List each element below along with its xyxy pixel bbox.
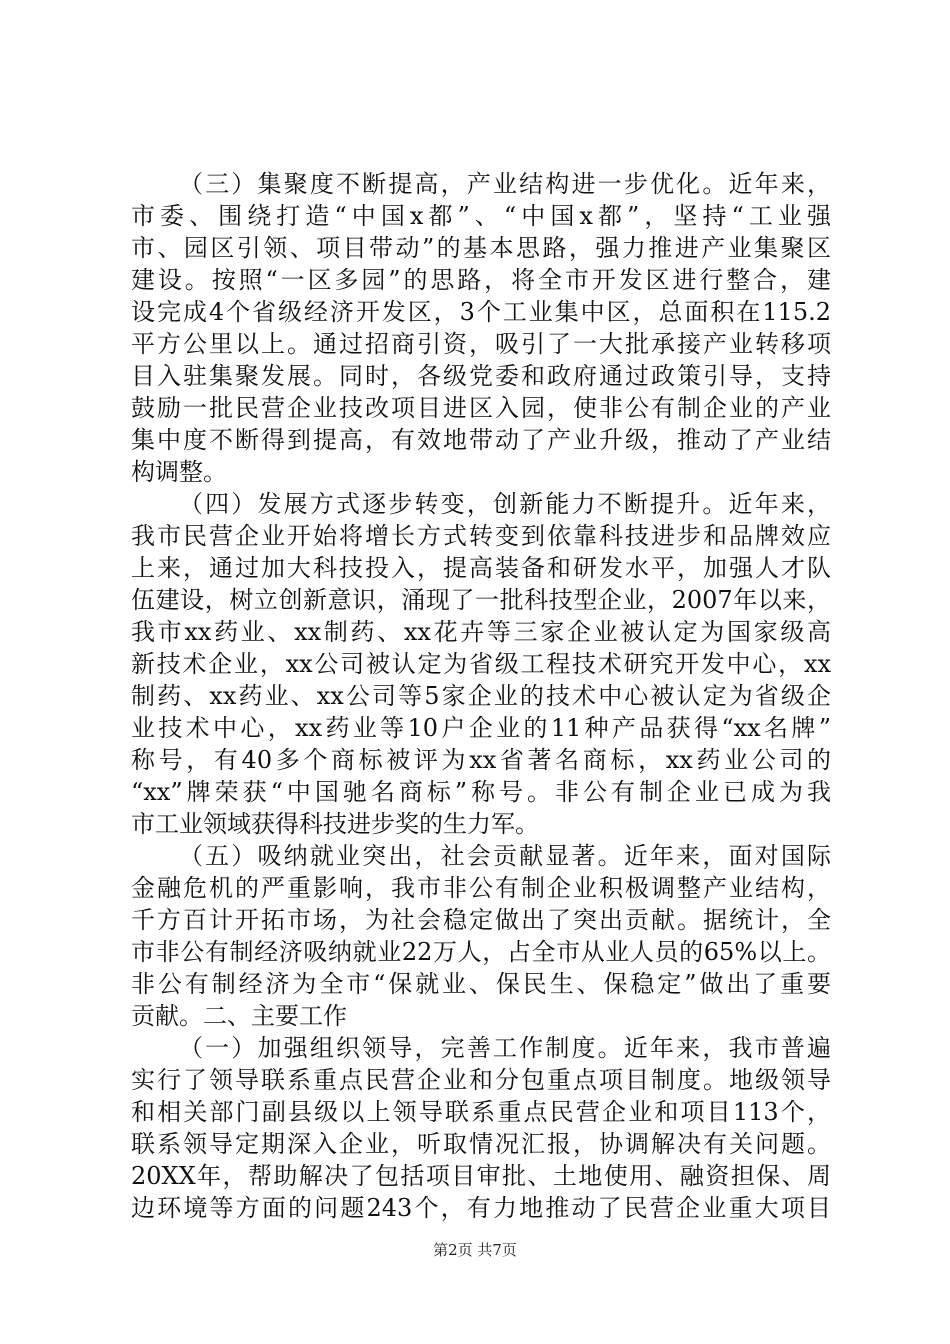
paragraph-6-line-1: （一）加强组织领导，完善工作制度。近年来，我市普遍 bbox=[179, 1034, 831, 1062]
paragraph-4-line-11: 市工业领域获得科技进步奖的生力军。 bbox=[131, 810, 539, 838]
paragraph-3-line-9: 集中度不断得到提高，有效地带动了产业升级，推动了产业结 bbox=[131, 426, 831, 454]
paragraph-5-line-2: 金融危机的严重影响，我市非公有制企业积极调整产业结构， bbox=[131, 874, 831, 902]
page-number-footer: 第2页 共7页 bbox=[433, 1241, 517, 1259]
paragraph-3-line-7: 目入驻集聚发展。同时，各级党委和政府通过政策引导，支持 bbox=[131, 362, 831, 390]
paragraph-4-line-3: 上来，通过加大科技投入，提高装备和研发水平，加强人才队 bbox=[131, 554, 831, 582]
paragraph-4-line-9: 称号，有40多个商标被评为xx省著名商标，xx药业公司的 bbox=[131, 746, 831, 774]
paragraph-4-line-10: “xx”牌荣获“中国驰名商标”称号。非公有制企业已成为我 bbox=[131, 778, 831, 806]
paragraph-4-line-2: 我市民营企业开始将增长方式转变到依靠科技进步和品牌效应 bbox=[131, 522, 831, 550]
document-body bbox=[131, 168, 831, 1224]
paragraph-4-line-8: 业技术中心，xx药业等10户企业的11种产品获得“xx名牌” bbox=[131, 714, 831, 742]
paragraph-3-line-1: （三）集聚度不断提高，产业结构进一步优化。近年来， bbox=[179, 170, 831, 198]
paragraph-4-line-5: 我市xx药业、xx制药、xx花卉等三家企业被认定为国家级高 bbox=[131, 618, 831, 646]
paragraph-3-line-2: 市委、围绕打造“中国x都”、“中国x都”，坚持“工业强 bbox=[131, 202, 831, 230]
paragraph-6-line-3: 和相关部门副县级以上领导联系重点民营企业和项目113个， bbox=[131, 1098, 831, 1126]
paragraph-5-line-3: 千方百计开拓市场，为社会稳定做出了突出贡献。据统计，全 bbox=[131, 906, 831, 934]
paragraph-6-line-2: 实行了领导联系重点民营企业和分包重点项目制度。地级领导 bbox=[131, 1066, 831, 1094]
paragraph-5-line-1: （五）吸纳就业突出，社会贡献显著。近年来，面对国际 bbox=[179, 842, 831, 870]
paragraph-4-line-7: 制药、xx药业、xx公司等5家企业的技术中心被认定为省级企 bbox=[131, 682, 831, 710]
paragraph-5-line-6: 贡献。二、主要工作 bbox=[131, 1002, 347, 1030]
paragraph-3-line-4: 建设。按照“一区多园”的思路，将全市开发区进行整合，建 bbox=[131, 266, 831, 294]
paragraph-3-line-5: 设完成4个省级经济开发区，3个工业集中区，总面积在115.2 bbox=[131, 298, 831, 326]
paragraph-3-line-3: 市、园区引领、项目带动”的基本思路，强力推进产业集聚区 bbox=[131, 234, 831, 262]
paragraph-5-line-4: 市非公有制经济吸纳就业22万人，占全市从业人员的65%以上。 bbox=[131, 938, 831, 966]
paragraph-3-line-6: 平方公里以上。通过招商引资，吸引了一大批承接产业转移项 bbox=[131, 330, 831, 358]
paragraph-5-line-5: 非公有制经济为全市“保就业、保民生、保稳定”做出了重要 bbox=[131, 970, 831, 998]
paragraph-3-line-8: 鼓励一批民营企业技改项目进区入园，使非公有制企业的产业 bbox=[131, 394, 831, 422]
paragraph-6-line-5: 20XX年，帮助解决了包括项目审批、土地使用、融资担保、周 bbox=[131, 1162, 831, 1190]
paragraph-6-line-4: 联系领导定期深入企业，听取情况汇报，协调解决有关问题。 bbox=[131, 1130, 831, 1158]
paragraph-4-line-6: 新技术企业，xx公司被认定为省级工程技术研究开发中心，xx bbox=[131, 650, 831, 678]
paragraph-4-line-1: （四）发展方式逐步转变，创新能力不断提升。近年来， bbox=[179, 490, 831, 518]
paragraph-3-line-10: 构调整。 bbox=[131, 458, 227, 486]
paragraph-6-line-6: 边环境等方面的问题243个，有力地推动了民营企业重大项目 bbox=[131, 1194, 831, 1222]
paragraph-4-line-4: 伍建设，树立创新意识，涌现了一批科技型企业，2007年以来， bbox=[131, 586, 831, 614]
